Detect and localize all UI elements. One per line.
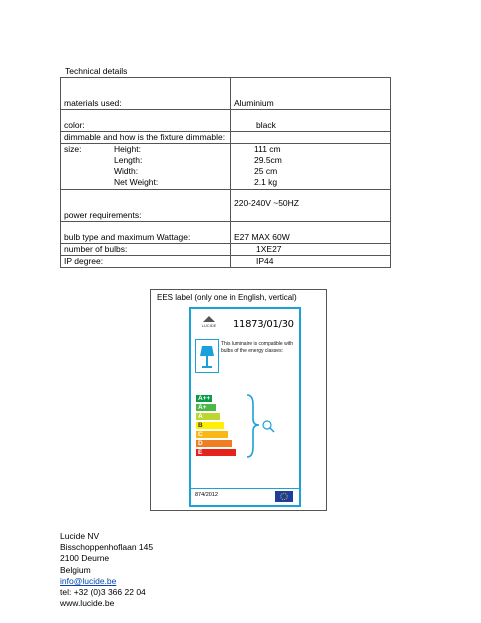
table-row bbox=[61, 256, 391, 268]
section-title: Technical details bbox=[65, 66, 128, 76]
dimmable-label: dimmable and how is the fixture dimmable: bbox=[61, 132, 231, 144]
materials-label: materials used: bbox=[61, 78, 231, 110]
street-address: Bisschoppenhoflaan 145 bbox=[60, 542, 154, 553]
color-value: black bbox=[231, 110, 391, 132]
table-row bbox=[61, 244, 391, 256]
power-label: power requirements: bbox=[61, 190, 231, 222]
bulb-count-value: 1XE27 bbox=[231, 244, 391, 256]
table-row bbox=[61, 132, 391, 144]
product-code: 11873/01/30 bbox=[233, 319, 294, 330]
height-value: 111 cm bbox=[254, 144, 281, 154]
width-value: 25 cm bbox=[254, 166, 278, 176]
energy-label bbox=[189, 307, 301, 507]
ees-label-box bbox=[150, 289, 327, 511]
weight-value: 2.1 kg bbox=[254, 177, 278, 187]
email-link[interactable]: info@lucide.be bbox=[60, 575, 117, 586]
power-value: 220-240V ~50HZ bbox=[231, 190, 391, 222]
size-item-label: Length: bbox=[114, 155, 143, 165]
telephone: tel: +32 (0)3 366 22 04 bbox=[60, 587, 146, 598]
brace-bulb-icon bbox=[243, 391, 283, 461]
size-label: size: bbox=[64, 144, 82, 154]
class-bar-a: A bbox=[196, 413, 220, 420]
brand-name: LUCIDE bbox=[201, 323, 217, 328]
size-cell bbox=[61, 144, 231, 190]
dimmable-value bbox=[231, 132, 391, 144]
company-name: Lucide NV bbox=[60, 531, 100, 541]
class-bar-b: B bbox=[196, 422, 224, 429]
table-row bbox=[61, 110, 391, 132]
ip-value: IP44 bbox=[231, 256, 391, 268]
lamp-icon bbox=[195, 339, 219, 373]
contact-block bbox=[60, 531, 153, 609]
class-bar-app: A++ bbox=[198, 395, 211, 402]
class-bar-d: D bbox=[196, 440, 232, 447]
lucide-logo-icon bbox=[202, 315, 216, 323]
city: 2100 Deurne bbox=[60, 553, 110, 564]
table-row bbox=[61, 144, 391, 190]
bulb-type-label: bulb type and maximum Wattage: bbox=[61, 222, 231, 244]
ees-title: EES label (only one in English, vertical) bbox=[157, 293, 297, 302]
class-bar-e: E bbox=[196, 449, 236, 456]
website: www.lucide.be bbox=[60, 598, 115, 609]
table-row bbox=[61, 190, 391, 222]
country: Belgium bbox=[60, 564, 91, 575]
label-footer bbox=[191, 488, 299, 505]
class-bar-c: C bbox=[196, 431, 228, 438]
regulation-number: 874/2012 bbox=[195, 492, 218, 498]
bulb-type-value: E27 MAX 60W bbox=[231, 222, 391, 244]
size-item-label: Net Weight: bbox=[114, 177, 159, 187]
eu-flag-icon bbox=[275, 491, 293, 502]
size-item-label: Height: bbox=[114, 144, 141, 154]
compatibility-text: This luminaire is compatible with bulbs of the energy classes: bbox=[221, 341, 293, 354]
materials-value: Aluminium bbox=[231, 78, 391, 110]
table-row bbox=[61, 222, 391, 244]
size-item-label: Width: bbox=[114, 166, 139, 176]
size-values bbox=[231, 144, 391, 190]
length-value: 29.5cm bbox=[254, 155, 282, 165]
color-label: color: bbox=[61, 110, 231, 132]
ip-label: IP degree: bbox=[61, 256, 231, 268]
brand-logo bbox=[195, 315, 223, 328]
bulb-count-label: number of bulbs: bbox=[61, 244, 231, 256]
table-row bbox=[61, 78, 391, 110]
class-bar-ap: A+ bbox=[196, 404, 216, 411]
technical-details-table bbox=[60, 77, 391, 268]
